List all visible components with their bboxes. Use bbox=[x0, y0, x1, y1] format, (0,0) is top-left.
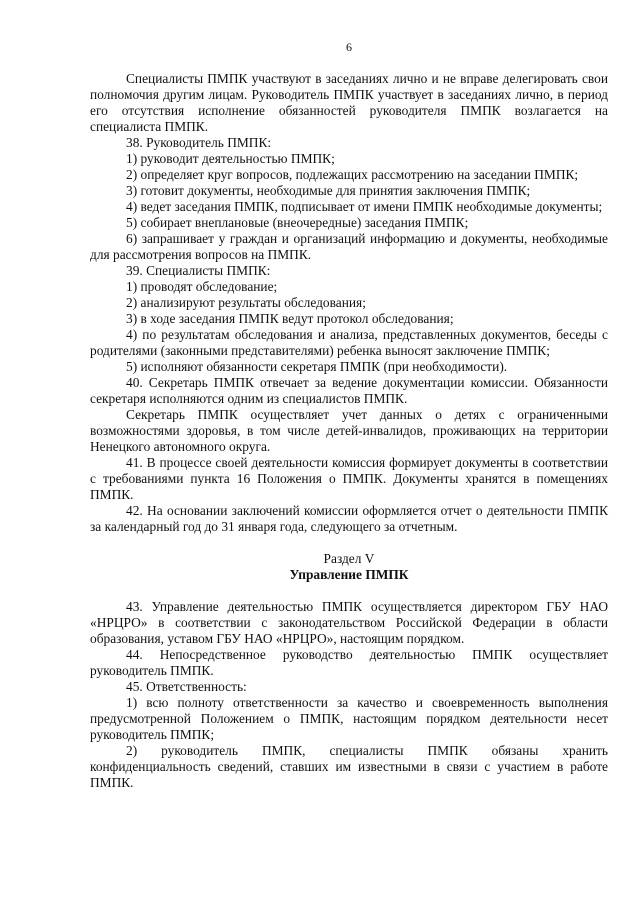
paragraph: 41. В процессе своей деятельности комиссия формирует документы в соответствии с требованиями пункта 16 Положения о ПМПК. Документы хранятся в помещениях ПМПК. bbox=[90, 455, 608, 502]
paragraph: 1) всю полноту ответственности за качество и своевременность выполнения предусмотренной Положением о ПМПК, настоящим порядком деятельности несет руководитель ПМПК; bbox=[90, 695, 608, 742]
paragraph: 5) исполняют обязанности секретаря ПМПК (при необходимости). bbox=[126, 359, 508, 374]
paragraph: Специалисты ПМПК участвуют в заседаниях лично и не вправе делегировать свои полномочия другим лицам. Руководитель ПМПК участвует в заседаниях лично, в период его отсутствия исполнение обязанностей руководителя ПМПК возлагается на специалиста ПМПК. bbox=[90, 71, 608, 134]
page-number: 6 bbox=[346, 40, 352, 54]
document-body bbox=[90, 71, 608, 791]
paragraph: 39. Специалисты ПМПК: bbox=[126, 263, 271, 278]
paragraph: 38. Руководитель ПМПК: bbox=[126, 135, 272, 150]
paragraph: 42. На основании заключений комиссии оформляется отчет о деятельности ПМПК за календарный год до 31 января года, следующего за отчетным. bbox=[90, 503, 608, 534]
paragraph: 5) собирает внеплановые (внеочередные) заседания ПМПК; bbox=[126, 215, 469, 230]
paragraph: 2) анализируют результаты обследования; bbox=[126, 295, 366, 310]
section-title: Управление ПМПК bbox=[289, 567, 409, 582]
paragraph: Секретарь ПМПК осуществляет учет данных о детях с ограниченными возможностями здоровья, в том числе детей-инвалидов, проживающих на территории Ненецкого автономного округа. bbox=[90, 407, 608, 454]
paragraph: 40. Секретарь ПМПК отвечает за ведение документации комиссии. Обязанности секретаря исполняются одним из специалистов ПМПК. bbox=[90, 375, 608, 406]
paragraph: 44. Непосредственное руководство деятельностью ПМПК осуществляет руководитель ПМПК. bbox=[90, 647, 608, 678]
paragraph: 3) готовит документы, необходимые для принятия заключения ПМПК; bbox=[126, 183, 531, 198]
section-label: Раздел V bbox=[323, 551, 375, 566]
paragraph: 2) руководитель ПМПК, специалисты ПМПК обязаны хранить конфиденциальность сведений, ставших им известными в связи с участием в работе ПМПК. bbox=[90, 743, 608, 790]
paragraph: 1) проводят обследование; bbox=[126, 279, 278, 294]
paragraph: 4) по результатам обследования и анализа, представленных документов, беседы с родителями (законными представителями) ребенка выносят заключение ПМПК; bbox=[90, 327, 608, 358]
paragraph: 45. Ответственность: bbox=[126, 679, 247, 694]
section-heading bbox=[90, 551, 608, 583]
paragraph: 3) в ходе заседания ПМПК ведут протокол обследования; bbox=[126, 311, 454, 326]
paragraph: 2) определяет круг вопросов, подлежащих рассмотрению на заседании ПМПК; bbox=[126, 167, 579, 182]
paragraph: 1) руководит деятельностью ПМПК; bbox=[126, 151, 335, 166]
paragraph: 4) ведет заседания ПМПК, подписывает от имени ПМПК необходимые документы; bbox=[126, 199, 603, 214]
paragraph: 43. Управление деятельностью ПМПК осуществляется директором ГБУ НАО «НРЦРО» в соответствии с законодательством Российской Федерации в области образования, уставом ГБУ НАО «НРЦРО», настоящим порядком. bbox=[90, 599, 608, 646]
paragraph: 6) запрашивает у граждан и организаций информацию и документы, необходимые для рассмотрения вопросов на ПМПК. bbox=[90, 231, 608, 262]
